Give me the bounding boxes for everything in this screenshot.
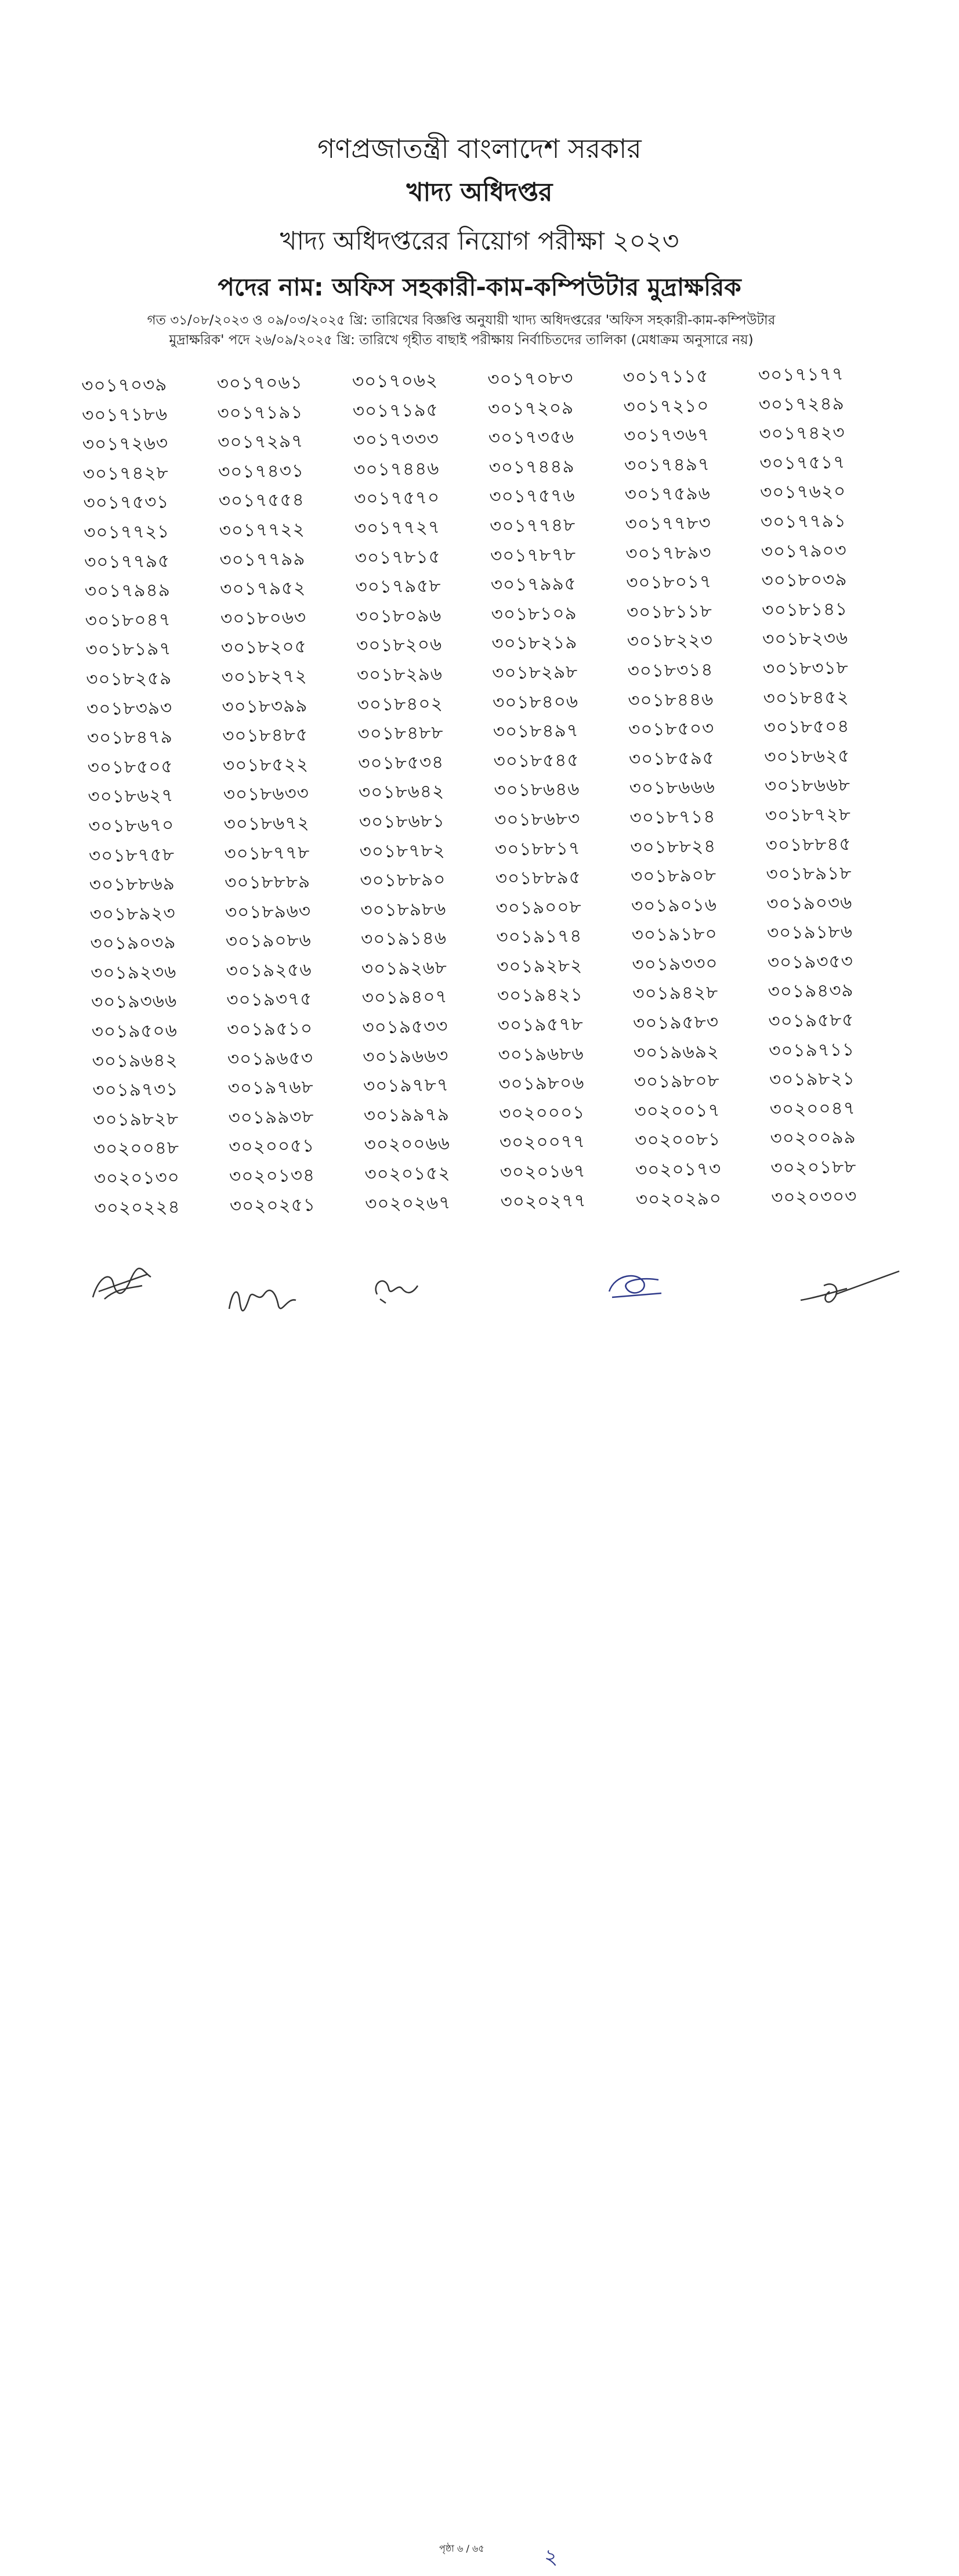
roll-number-grid <box>81 359 907 1223</box>
roll-number-cell: ৩০১৮৫০৪ <box>763 716 850 738</box>
roll-number-cell: ৩০১৮৯৮৬ <box>360 898 447 921</box>
roll-number-cell: ৩০১৮২০৫ <box>220 636 307 659</box>
roll-number-cell: ৩০১৯১৭৪ <box>496 925 582 948</box>
roll-number-cell: ৩০১৮৬৬৬ <box>629 777 716 799</box>
roll-number-cell: ৩০১৮২৯৬ <box>356 663 443 686</box>
roll-number-cell: ৩০১৮৩৯৩ <box>86 697 173 720</box>
roll-number-cell: ৩০১৮৪৭৯ <box>86 726 173 749</box>
roll-number-cell: ৩০১৮৮৯০ <box>360 869 446 892</box>
roll-number-cell: ৩০১৮৫২২ <box>222 753 309 776</box>
roll-number-cell: ৩০১৭৭৮৩ <box>625 512 711 535</box>
roll-number-cell: ৩০২০০৪৭ <box>769 1098 856 1120</box>
roll-number-cell: ৩০১৮৩৯৯ <box>222 695 308 717</box>
roll-number-cell: ৩০১৭৫৭৬ <box>489 485 576 508</box>
roll-number-cell: ৩০১৮৭১৪ <box>629 806 716 829</box>
roll-number-cell: ৩০১৯৪২৮ <box>632 982 719 1005</box>
roll-number-cell: ৩০১৮২২৩ <box>627 630 714 652</box>
roll-number-cell: ৩০১৯৪২১ <box>497 984 584 1007</box>
roll-number-cell: ৩০১৮৪৯৭ <box>493 720 580 743</box>
roll-number-cell: ৩০১৭৭৯১ <box>760 510 847 533</box>
roll-number-cell: ৩০১৯৫১০ <box>226 1018 313 1041</box>
roll-number-cell: ৩০১৯৯৭৯ <box>363 1104 450 1127</box>
notice-line-2: মুদ্রাক্ষরিক' পদে ২৬/০৯/২০২৫ খ্রি: তারিখে গৃহীত বাছাই পরীক্ষায় নির্বাচিতদের তালিকা (মেধাক্রম অনুসারে নয়) <box>169 333 754 348</box>
roll-number-cell: ৩০১৮৫৩৪ <box>358 751 444 774</box>
roll-number-cell: ৩০১৯২৩৬ <box>91 961 177 984</box>
roll-number-cell: ৩০১৯৮২১ <box>769 1068 856 1091</box>
roll-number-cell: ৩০১৮৪০২ <box>357 692 443 716</box>
roll-number-cell: ৩০১৮৮৪৫ <box>765 833 852 856</box>
roll-number-cell: ৩০১৮৭২৮ <box>765 804 852 827</box>
roll-number-cell: ৩০১৭২৯৭ <box>217 431 304 453</box>
roll-number-cell: ৩০১৭৫১৭ <box>759 452 846 474</box>
roll-number-cell: ৩০২০১৩৪ <box>229 1164 316 1188</box>
roll-number-cell: ৩০১৮১০৯ <box>491 602 577 625</box>
roll-number-cell: ৩০২০১৭৩ <box>635 1158 722 1181</box>
roll-number-cell: ৩০১৯১৪৬ <box>360 928 447 950</box>
roll-number-cell: ৩০১৭৭৯৫ <box>84 550 171 573</box>
roll-number-cell: ৩০১৭৪৪৯ <box>488 456 575 478</box>
roll-number-cell: ৩০২০০১৭ <box>634 1099 721 1123</box>
roll-number-cell: ৩০১৯৩৭৫ <box>226 988 313 1011</box>
roll-number-cell: ৩০১৮৬৭২ <box>223 812 310 835</box>
roll-number-cell: ৩০১৭৮১৫ <box>354 546 441 569</box>
roll-number-cell: ৩০১৯৪৩৯ <box>768 980 854 1003</box>
roll-number-cell: ৩০১৯২৫৬ <box>226 959 312 982</box>
roll-number-cell: ৩০২০১৫২ <box>364 1163 451 1185</box>
roll-number-cell: ৩০১৮২৯৮ <box>491 661 578 684</box>
roll-number-cell: ৩০১৯২৮২ <box>496 955 583 977</box>
roll-number-cell: ৩০১৯৬৯২ <box>633 1041 720 1063</box>
roll-number-cell: ৩০১৭০৩৯ <box>81 374 168 396</box>
roll-number-cell: ৩০১৮৬৭০ <box>88 814 175 837</box>
government-title: গণপ্রজাতন্ত্রী বাংলাদেশ সরকার <box>317 133 642 164</box>
roll-number-cell: ৩০১৮৬২৭ <box>88 785 174 808</box>
roll-number-cell: ৩০১৭০৬২ <box>352 370 439 392</box>
roll-number-cell: ৩০১৯২৬৮ <box>361 957 448 980</box>
roll-number-cell: ৩০১৮৮২৪ <box>630 835 716 858</box>
roll-number-cell: ৩০১৯০৩৯ <box>90 932 176 955</box>
roll-number-cell: ৩০১৮৩১৪ <box>627 659 714 682</box>
roll-number-cell: ৩০২০২৫১ <box>229 1194 316 1217</box>
roll-number-cell: ৩০১৭১৯১ <box>217 401 303 424</box>
roll-number-cell: ৩০১৭৯০৩ <box>761 539 847 562</box>
roll-number-cell: ৩০১৮৪৮৮ <box>357 722 444 745</box>
roll-number-cell: ৩০১৭৭২১ <box>84 521 170 543</box>
roll-number-cell: ৩০১৮৭৫৮ <box>88 844 175 867</box>
roll-number-cell: ৩০১৮৫৪৫ <box>493 749 580 772</box>
roll-number-cell: ৩০১৭০৮৩ <box>487 367 574 390</box>
roll-number-cell: ৩০১৮৯১৮ <box>766 863 852 885</box>
roll-number-cell: ৩০২০১৩০ <box>93 1167 180 1189</box>
roll-number-cell: ৩০১৯১৮৬ <box>766 921 853 944</box>
roll-number-cell: ৩০১৯৫০৬ <box>91 1020 178 1042</box>
roll-number-cell: ৩০১৮০৯৬ <box>356 605 442 627</box>
roll-number-cell: ৩০১৮৪৪৬ <box>628 688 714 711</box>
roll-number-cell: ৩০১৭৭২৭ <box>354 517 441 539</box>
roll-number-cell: ৩০১৯৮০৬ <box>498 1072 585 1095</box>
roll-number-cell: ৩০১৭৪২৮ <box>82 462 169 485</box>
handwritten-number: ২ <box>544 2545 558 2569</box>
roll-number-cell: ৩০১৮০৪৭ <box>85 609 171 632</box>
roll-number-cell: ৩০১৭৮৭৮ <box>490 544 577 567</box>
roll-number-cell: ৩০১৮০৬৩ <box>220 607 307 630</box>
roll-number-cell: ৩০১৮৬৩৩ <box>223 783 310 806</box>
roll-number-cell: ৩০১৮৩১৮ <box>762 657 849 680</box>
roll-number-cell: ৩০১৮১৪১ <box>761 598 848 621</box>
roll-number-cell: ৩০১৯৭৬৮ <box>227 1077 314 1099</box>
signature-footer <box>0 1265 959 2569</box>
roll-number-cell: ৩০১৭৪৩১ <box>218 460 305 483</box>
roll-number-cell: ৩০১৭৭৪৮ <box>489 514 576 537</box>
roll-number-cell: ৩০১৯৫৩৩ <box>362 1016 448 1038</box>
roll-number-cell: ৩০১৮৭৭৮ <box>224 842 310 864</box>
roll-number-cell: ৩০১৯৬৫৩ <box>227 1047 314 1070</box>
roll-number-cell: ৩০১৮৪৫২ <box>763 686 849 709</box>
roll-number-cell: ৩০১৯৮২৮ <box>92 1108 179 1131</box>
roll-number-cell: ৩০১৮২৫৯ <box>86 668 172 690</box>
roll-number-cell: ৩০১৮৭৮২ <box>359 839 446 863</box>
roll-number-cell: ৩০১৭১৭৭ <box>758 363 845 386</box>
roll-number-cell: ৩০২০২২৪ <box>94 1196 180 1219</box>
roll-number-cell: ৩০১৭৯৫৮ <box>355 575 441 598</box>
roll-number-cell: ৩০১৯৩৫৩ <box>767 951 854 973</box>
roll-number-cell: ৩০১৮৮৬৯ <box>89 873 176 896</box>
roll-number-cell: ৩০১৭২০৯ <box>487 397 574 420</box>
roll-number-cell: ৩০১৯৬৬৩ <box>362 1045 449 1068</box>
roll-number-cell: ৩০২০০৯৯ <box>770 1127 856 1149</box>
roll-number-cell: ৩০২০৩০৩ <box>770 1185 857 1208</box>
roll-number-cell: ৩০১৮০১৭ <box>625 571 712 594</box>
roll-number-cell: ৩০১৮২৩৬ <box>762 627 849 650</box>
roll-number-cell: ৩০১৯৮০৮ <box>634 1070 720 1093</box>
roll-number-cell: ৩০১৯৩৩০ <box>632 953 718 976</box>
roll-number-cell: ৩০১৭৮৯৩ <box>625 542 712 564</box>
roll-number-cell: ৩০২০০৫১ <box>229 1135 315 1158</box>
roll-number-cell: ৩০১৮৮৯৫ <box>495 867 581 889</box>
roll-number-cell: ৩০১৭১৮৬ <box>81 403 168 426</box>
roll-number-cell: ৩০১৮৯২৩ <box>89 903 176 925</box>
roll-number-cell: ৩০১৮৬২৫ <box>763 745 851 768</box>
roll-number-cell: ৩০২০০৪৮ <box>93 1137 180 1160</box>
roll-number-cell: ৩০১৯৪০৭ <box>361 986 448 1009</box>
roll-number-cell: ৩০২০২৯০ <box>635 1188 722 1210</box>
roll-number-cell: ৩০১৯০০৮ <box>495 896 582 919</box>
signature-5 <box>795 1265 905 1312</box>
roll-number-cell: ৩০১৭২৬৩ <box>82 432 169 456</box>
roll-number-cell: ৩০১৮৫০৩ <box>628 718 715 741</box>
exam-title: খাদ্য অধিদপ্তরের নিয়োগ পরীক্ষা ২০২৩ <box>280 226 679 256</box>
roll-number-cell: ৩০১৭১১৫ <box>623 366 709 388</box>
roll-number-cell: ৩০১৮২০৬ <box>356 634 443 656</box>
roll-number-cell: ৩০১৮৫৯৫ <box>628 747 715 770</box>
roll-number-cell: ৩০১৭০৬১ <box>216 372 303 395</box>
roll-number-cell: ৩০১৮৪৮৫ <box>222 724 309 747</box>
roll-number-cell: ৩০১৭৫৩১ <box>83 492 169 514</box>
roll-number-cell: ৩০১৭২১০ <box>623 395 710 417</box>
roll-number-cell: ৩০১৭৪২৩ <box>759 422 845 445</box>
roll-number-cell: ৩০১৭৩৫৬ <box>488 426 575 449</box>
roll-number-cell: ৩০১৮৫০৫ <box>87 756 173 778</box>
roll-number-cell: ৩০১৯৫৮৫ <box>768 1009 855 1032</box>
roll-number-cell: ৩০১৮৮৮৯ <box>224 871 311 894</box>
roll-number-cell: ৩০১৭৫৭০ <box>353 487 440 510</box>
roll-number-cell: ৩০১৭৬২০ <box>759 481 846 504</box>
roll-number-cell: ৩০১৮২৭২ <box>221 665 307 688</box>
roll-number-cell: ৩০১৮১৯৭ <box>85 638 172 661</box>
roll-number-cell: ৩০২০০০১ <box>498 1102 585 1124</box>
roll-number-cell: ৩০১৯৬৪২ <box>92 1049 178 1072</box>
roll-number-cell: ৩০১৮৮১৭ <box>494 838 581 860</box>
roll-number-cell: ৩০১৯১৮০ <box>631 923 718 946</box>
roll-number-cell: ৩০১৯৯৩৮ <box>228 1106 314 1129</box>
roll-number-cell: ৩০১৮৬৮৩ <box>494 808 581 831</box>
roll-number-cell: ৩০১৭৩৬৭ <box>623 424 710 447</box>
roll-number-cell: ৩০২০০৮১ <box>634 1129 721 1152</box>
roll-number-cell: ৩০১৭২৪৯ <box>758 392 845 416</box>
signature-1 <box>87 1265 162 1306</box>
roll-number-cell: ৩০১৯৭১১ <box>768 1038 855 1062</box>
department-title: খাদ্য অধিদপ্তর <box>406 178 553 207</box>
roll-number-cell: ৩০১৮৬৪৬ <box>494 778 580 802</box>
roll-number-cell: ৩০১৮৬৮১ <box>359 810 446 833</box>
signature-4 <box>603 1265 673 1306</box>
page-number: পৃষ্ঠা ৬ / ৬৫ <box>439 2543 484 2554</box>
roll-number-cell: ৩০২০২৭৭ <box>500 1190 587 1213</box>
roll-number-cell: ৩০১৮৯০৮ <box>630 865 717 887</box>
roll-number-cell: ৩০১৭৭৯৯ <box>219 548 306 571</box>
notice-line-1: গত ৩১/০৮/২০২৩ ও ০৯/০৩/২০২৫ খ্রি: তারিখের বিজ্ঞপ্তি অনুযায়ী খাদ্য অধিদপ্তরের 'অফিস সহকারী-কাম-কম্পিউটার <box>147 313 776 328</box>
roll-number-cell: ৩০১৯৭৩১ <box>92 1078 179 1102</box>
roll-number-cell: ৩০১৭৩৩৩ <box>353 428 439 451</box>
roll-number-cell: ৩০২০২৬৭ <box>364 1192 451 1215</box>
roll-number-cell: ৩০১৭৫৫৪ <box>218 489 305 512</box>
roll-number-cell: ৩০১৯৫৭৮ <box>497 1013 584 1036</box>
roll-number-cell: ৩০২০০৭৭ <box>499 1131 586 1154</box>
roll-number-cell: ৩০১৭১৯৫ <box>352 399 439 422</box>
signature-3 <box>368 1271 432 1306</box>
roll-number-cell: ৩০১৯০৩৬ <box>766 892 853 915</box>
roll-number-cell: ৩০১৮২১৯ <box>491 632 578 655</box>
roll-number-cell: ৩০১৭৪৯৭ <box>624 453 711 477</box>
roll-number-cell: ৩০২০০৬৬ <box>364 1133 451 1156</box>
roll-number-cell: ৩০১৭৭২২ <box>219 518 305 542</box>
roll-number-cell: ৩০২০১৬৭ <box>500 1160 587 1183</box>
roll-number-cell: ৩০২০১৮৮ <box>770 1156 857 1179</box>
roll-number-cell: ৩০১৭৫৯৬ <box>624 483 711 506</box>
notice-text <box>87 311 835 350</box>
roll-number-cell: ৩০১৮০৩৯ <box>761 569 848 591</box>
roll-number-cell: ৩০১৭৯৫২ <box>219 578 306 600</box>
roll-number-cell: ৩০১৯৬৮৬ <box>498 1043 584 1066</box>
roll-number-cell: ৩০১৮৪০৬ <box>492 691 579 713</box>
signature-2 <box>223 1274 305 1321</box>
post-name-title: পদের নাম: অফিস সহকারী-কাম-কম্পিউটার মুদ্রাক্ষরিক <box>218 273 741 301</box>
roll-number-cell: ৩০১৮১১৮ <box>626 600 713 623</box>
roll-number-cell: ৩০১৭৯৪৯ <box>84 579 171 602</box>
roll-number-cell: ৩০১৯৩৬৬ <box>91 991 178 1013</box>
roll-number-cell: ৩০১৯০৮৬ <box>225 930 312 953</box>
roll-number-cell: ৩০১৮৬৬৮ <box>764 774 851 797</box>
roll-number-cell: ৩০১৯৫৮৩ <box>632 1011 719 1034</box>
roll-number-cell: ৩০১৯০১৬ <box>631 894 718 917</box>
roll-number-cell: ৩০১৭৯৯৫ <box>490 573 577 596</box>
roll-number-cell: ৩০১৭৪৪৬ <box>353 458 440 481</box>
roll-number-cell: ৩০১৯৭৮৭ <box>363 1074 450 1097</box>
roll-number-cell: ৩০১৮৬৪২ <box>358 781 445 803</box>
roll-number-cell: ৩০১৮৯৬৩ <box>225 900 312 923</box>
